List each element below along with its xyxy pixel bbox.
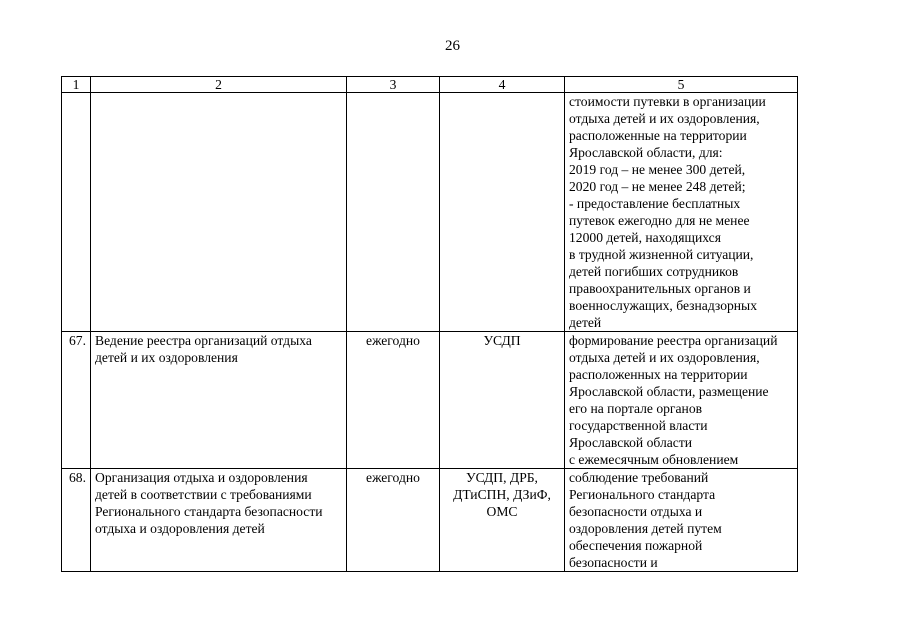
result-line: с ежемесячным обновлением xyxy=(569,452,739,467)
activity-line: отдыха и оздоровления детей xyxy=(95,521,265,536)
result-line: военнослужащих, безнадзорных xyxy=(569,298,757,313)
result-cell xyxy=(565,469,798,572)
activity-line: Организация отдыха и оздоровления xyxy=(95,470,308,485)
result-line: соблюдение требований xyxy=(569,470,709,485)
result-line: безопасности и xyxy=(569,555,658,570)
result-line: государственной власти xyxy=(569,418,708,433)
table-row xyxy=(62,93,798,332)
table-body xyxy=(62,93,798,572)
activity-cell xyxy=(91,332,347,469)
activity-line: Регионального стандарта безопасности xyxy=(95,504,323,519)
executor-line: ДТиСПН, ДЗиФ, xyxy=(453,487,551,502)
activity-cell xyxy=(91,93,347,332)
result-line: стоимости путевки в организации xyxy=(569,94,766,109)
result-line: правоохранительных органов и xyxy=(569,281,751,296)
row-number-cell xyxy=(62,93,91,332)
page-number: 26 xyxy=(445,38,460,54)
executor-cell xyxy=(440,332,565,469)
executor-line: УСДП xyxy=(483,333,521,348)
header-cell-4: 4 xyxy=(440,77,565,93)
result-line: 12000 детей, находящихся xyxy=(569,230,721,245)
result-line: безопасности отдыха и xyxy=(569,504,703,519)
result-line: 2019 год – не менее 300 детей, xyxy=(569,162,746,177)
executor-cell xyxy=(440,469,565,572)
executor-cell xyxy=(440,93,565,332)
result-cell xyxy=(565,93,798,332)
result-line: Ярославской области, для: xyxy=(569,145,723,160)
header-cell-1: 1 xyxy=(62,77,91,93)
activity-line: Ведение реестра организаций отдыха xyxy=(95,333,312,348)
period-cell: ежегодно xyxy=(347,332,440,469)
activities-table xyxy=(61,76,798,572)
result-line: расположенные на территории xyxy=(569,128,747,143)
result-line: его на портале органов xyxy=(569,401,703,416)
row-number-cell: 68. xyxy=(62,469,91,572)
result-line: 2020 год – не менее 248 детей; xyxy=(569,179,746,194)
result-line: обеспечения пожарной xyxy=(569,538,703,553)
table-row xyxy=(62,332,798,469)
executor-line: УСДП, ДРБ, xyxy=(466,470,538,485)
row-number-cell: 67. xyxy=(62,332,91,469)
result-line: расположенных на территории xyxy=(569,367,748,382)
header-cell-2: 2 xyxy=(91,77,347,93)
result-line: отдыха детей и их оздоровления, xyxy=(569,111,760,126)
result-line: Ярославской области, размещение xyxy=(569,384,769,399)
table-row xyxy=(62,469,798,572)
result-line: детей погибших сотрудников xyxy=(569,264,739,279)
header-cell-3: 3 xyxy=(347,77,440,93)
result-cell xyxy=(565,332,798,469)
period-cell xyxy=(347,93,440,332)
header-cell-5: 5 xyxy=(565,77,798,93)
result-line: оздоровления детей путем xyxy=(569,521,722,536)
period-cell: ежегодно xyxy=(347,469,440,572)
activity-line: детей и их оздоровления xyxy=(95,350,238,365)
result-line: Ярославской области xyxy=(569,435,693,450)
result-line: Регионального стандарта xyxy=(569,487,716,502)
activity-cell xyxy=(91,469,347,572)
result-line: детей xyxy=(569,315,602,330)
activity-line: детей в соответствии с требованиями xyxy=(95,487,312,502)
executor-line: ОМС xyxy=(486,504,518,519)
result-line: путевок ежегодно для не менее xyxy=(569,213,750,228)
result-line: формирование реестра организаций xyxy=(569,333,778,348)
result-line: в трудной жизненной ситуации, xyxy=(569,247,754,262)
result-line: - предоставление бесплатных xyxy=(569,196,741,211)
result-line: отдыха детей и их оздоровления, xyxy=(569,350,760,365)
table-header-row xyxy=(62,77,798,93)
